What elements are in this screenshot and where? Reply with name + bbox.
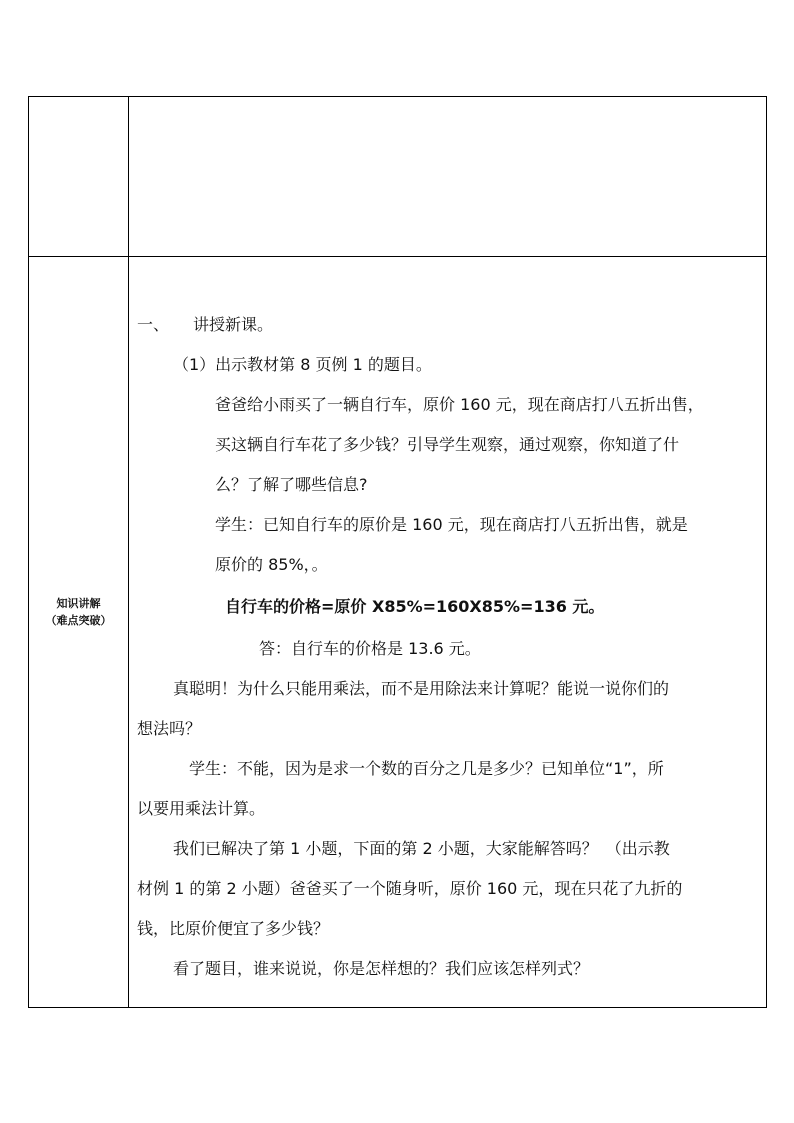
table-row bbox=[29, 97, 767, 257]
formula: 自行车的价格=原价 X85%=160X85%=136 元。 bbox=[225, 597, 605, 617]
item-1: （1）出示教材第 8 页例 1 的题目。 bbox=[173, 355, 432, 375]
student-answer-1-line-1: 学生：已知自行车的原价是 160 元，现在商店打八五折出售，就是 bbox=[215, 515, 688, 535]
side-label-line2: （难点突破） bbox=[45, 614, 112, 628]
content-cell-empty bbox=[129, 97, 767, 257]
answer: 答：自行车的价格是 13.6 元。 bbox=[259, 639, 481, 659]
heading-text: 讲授新课。 bbox=[193, 315, 274, 335]
problem-line-1: 爸爸给小雨买了一辆自行车，原价 160 元，现在商店打八五折出售， bbox=[215, 395, 704, 415]
student-answer-2-line-2: 以要用乘法计算。 bbox=[137, 799, 266, 819]
problem-line-2: 买这辆自行车花了多少钱？引导学生观察，通过观察，你知道了什 bbox=[215, 435, 680, 455]
side-cell-empty bbox=[29, 97, 129, 257]
side-label bbox=[29, 595, 128, 629]
problem-line-3: 么？了解了哪些信息? bbox=[215, 475, 368, 495]
lesson-content bbox=[129, 257, 766, 1007]
question-line-2: 想法吗？ bbox=[137, 719, 202, 739]
student-answer-1-line-2: 原价的 85%，。 bbox=[215, 555, 328, 575]
side-label-line1: 知识讲解 bbox=[56, 597, 101, 611]
next-problem-line-2: 材例 1 的第 2 小题）爸爸买了一个随身听，原价 160 元，现在只花了九折的 bbox=[137, 879, 683, 899]
student-answer-2-line-1: 学生：不能，因为是求一个数的百分之几是多少？已知单位“1”，所 bbox=[189, 759, 664, 779]
last-line: 看了题目，谁来说说，你是怎样想的？我们应该怎样列式？ bbox=[173, 959, 590, 979]
content-cell bbox=[129, 257, 767, 1008]
heading-number: 一、 bbox=[137, 315, 170, 335]
lesson-table bbox=[28, 96, 767, 1008]
table-row bbox=[29, 257, 767, 1008]
next-problem-line-3: 钱，比原价便宜了多少钱？ bbox=[137, 919, 330, 939]
next-problem-line-1: 我们已解决了第 1 小题，下面的第 2 小题，大家能解答吗？ （出示教 bbox=[173, 839, 670, 859]
side-cell bbox=[29, 257, 129, 1008]
question-line-1: 真聪明！为什么只能用乘法，而不是用除法来计算呢？能说一说你们的 bbox=[173, 679, 670, 699]
